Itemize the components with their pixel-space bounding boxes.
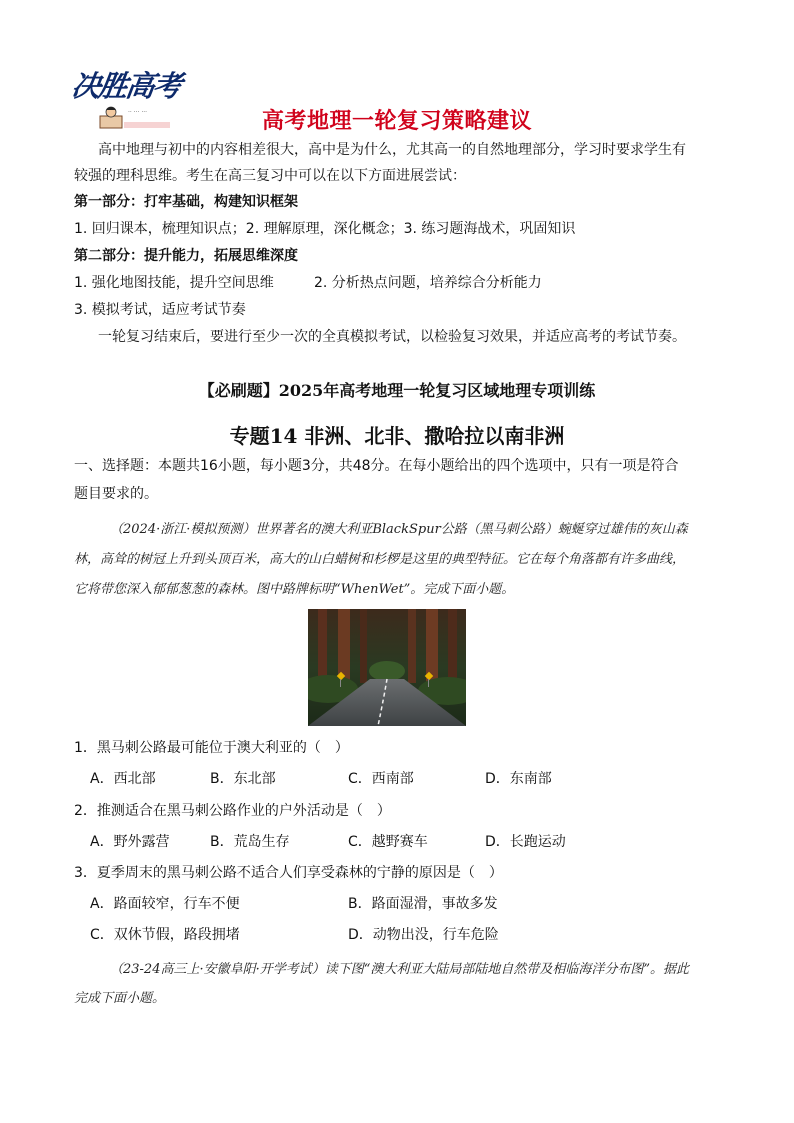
- question-2-option-c: C．越野赛车: [348, 834, 428, 850]
- part2-note: 一轮复习结束后，要进行至少一次的全真模拟考试，以检验复习效果，并适应高考的考试节奏。: [98, 329, 686, 345]
- question-3-stem: 3．夏季周末的黑马刺公路不适合人们享受森林的宁静的原因是（ ）: [74, 865, 503, 881]
- instruction-line-2: 题目要求的。: [74, 486, 158, 502]
- intro-line-1: 高中地理与初中的内容相差很大，高中是为什么，尤其高一的自然地理部分，学习时要求学生有: [98, 142, 686, 158]
- forest-road-photo: [308, 609, 466, 726]
- intro-line-2: 较强的理科思维。考生在高三复习中可以在以下方面进展尝试：: [74, 168, 466, 184]
- passage2-line-2: 完成下面小题。: [74, 991, 166, 1006]
- question-2-option-d: D．长跑运动: [485, 834, 566, 850]
- svg-text:·· ··· ···: ·· ··· ···: [128, 109, 148, 116]
- question-3-option-a: A．路面较窄，行车不便: [90, 896, 240, 912]
- part2-heading: 第二部分：提升能力，拓展思维深度: [74, 248, 298, 264]
- part2-item-3: 3. 模拟考试，适应考试节奏: [74, 302, 246, 318]
- passage1-line-3: 它将带您深入郁郁葱葱的森林。图中路牌标明“WhenWet”。完成下面小题。: [74, 582, 515, 597]
- passage1-line-2: 林，高耸的树冠上升到头顶百米，高大的山白蜡树和杉椤是这里的典型特征。它在每个角落都有许多曲线，: [74, 552, 686, 567]
- part2-item-1: 1. 强化地图技能，提升空间思维: [74, 275, 274, 291]
- question-2-option-a: A．野外露营: [90, 834, 170, 850]
- question-1-option-c: C．西南部: [348, 771, 414, 787]
- question-3-option-b: B．路面湿滑，事故多发: [348, 896, 498, 912]
- question-1-stem: 1．黑马刺公路最可能位于澳大利亚的（ ）: [74, 740, 349, 756]
- series-title: 【必刷题】2025年高考地理一轮复习区域地理专项训练: [198, 381, 596, 400]
- passage1-line-1: （2024·浙江·模拟预测）世界著名的澳大利亚BlackSpur公路（黑马刺公路）蜿蜒穿过雄伟的灰山森: [110, 522, 688, 537]
- part2-item-2: 2. 分析热点问题，培养综合分析能力: [314, 275, 542, 291]
- topic-title: 专题14 非洲、北非、撒哈拉以南非洲: [229, 424, 565, 448]
- question-2-stem: 2．推测适合在黑马刺公路作业的户外活动是（ ）: [74, 803, 391, 819]
- logo-text: 决胜高考: [69, 69, 183, 103]
- instruction-line-1: 一、选择题：本题共16小题，每小题3分，共48分。在每小题给出的四个选项中，只有一项是符合: [74, 458, 679, 474]
- question-3-option-c: C．双休节假，路段拥堵: [90, 927, 240, 943]
- part1-items: 1. 回归课本，梳理知识点；2. 理解原理，深化概念；3. 练习题海战术，巩固知识: [74, 221, 576, 237]
- question-1-option-d: D．东南部: [485, 771, 552, 787]
- passage2-line-1: （23-24高三上·安徽阜阳·开学考试）读下图“澳大利亚大陆局部陆地自然带及相临海洋分布图”。据此: [110, 962, 690, 977]
- question-1-option-a: A．西北部: [90, 771, 156, 787]
- document-title: 高考地理一轮复习策略建议: [261, 109, 532, 134]
- question-1-option-b: B．东北部: [210, 771, 276, 787]
- question-3-option-d: D．动物出没，行车危险: [348, 927, 499, 943]
- part1-heading: 第一部分：打牢基础，构建知识框架: [74, 194, 298, 210]
- question-2-option-b: B．荒岛生存: [210, 834, 290, 850]
